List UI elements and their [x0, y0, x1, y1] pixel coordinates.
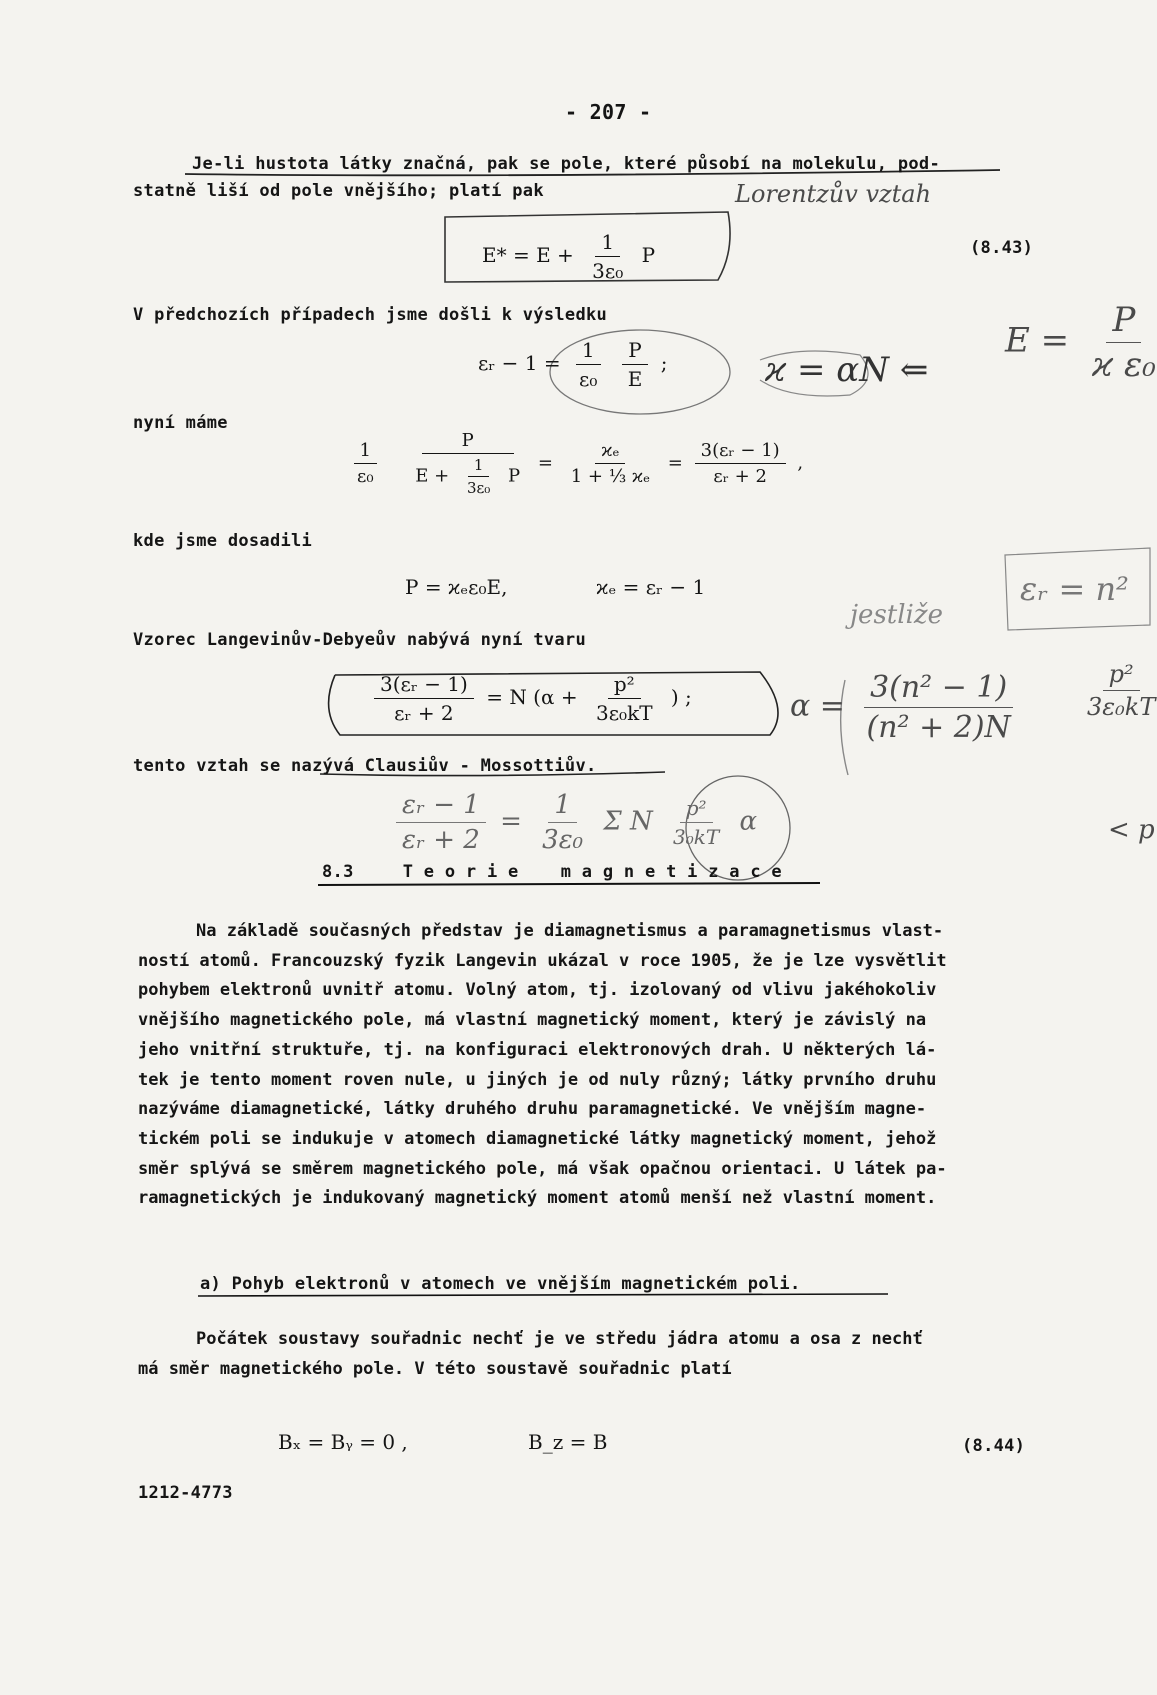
hw-alpha: α =: [790, 688, 845, 724]
handwritten-alpha-formula: [790, 670, 1023, 745]
nyni-f3-den: 1 + ⅓ ϰₑ: [570, 466, 651, 487]
section-number: 8.3: [322, 862, 354, 882]
hw-e-frac: [1086, 300, 1157, 385]
page-number: - 207 -: [565, 100, 652, 124]
equation-label-8-44: (8.44): [962, 1436, 1026, 1456]
nyni-frac-2: [409, 430, 526, 497]
paragraph1-line: Na základě současných představ je diamagnetismus a paramagnetismus vlast-: [196, 921, 944, 941]
eq843-frac-den: 3ε₀: [592, 259, 624, 283]
nyni-eq1: =: [537, 452, 553, 474]
handwritten-lorentz-note: Lorentzův vztah: [735, 180, 932, 208]
nyni-f2-num: P: [422, 430, 514, 454]
hw-cm-frac-1: [396, 790, 486, 855]
paragraph1-line: tickém poli se indukuje v atomech diamagnetické látky magnetický moment, jehož: [138, 1128, 937, 1149]
text-kde-jsme: kde jsme dosadili: [133, 531, 313, 551]
cm-num: 3(εᵣ − 1): [374, 672, 474, 699]
nyni-tail: ,: [797, 452, 804, 474]
cm-frac-2: [590, 672, 659, 725]
paragraph2-line: má směr magnetického pole. V této soustavě souřadnic platí: [138, 1358, 732, 1379]
nyni-eq2: =: [667, 452, 683, 474]
paragraph1-line: tek je tento moment roven nule, u jiných je od nuly různý; látky prvního druhu: [138, 1069, 937, 1090]
paragraph1-line: směr splývá se směrem magnetického pole, má však opačnou orientaci. U látek pa-: [138, 1158, 947, 1179]
eq-result-den1: ε₀: [578, 367, 598, 391]
footer-code: 1212-4773: [138, 1483, 233, 1503]
subsection-heading: a) Pohyb elektronů v atomech ve vnějším magnetickém poli.: [200, 1274, 801, 1294]
cm-tail: ) ;: [670, 685, 692, 709]
nyni-frac-3: [565, 440, 656, 487]
hw-p2: p²: [1103, 660, 1140, 691]
hw-cm-tail: α: [739, 806, 758, 837]
hw-e-num: P: [1106, 300, 1141, 343]
nyni-f2-den-b: P: [508, 465, 521, 487]
cm-mid: = N (α +: [486, 685, 578, 709]
nyni-frac-4: [695, 440, 786, 487]
handwritten-chi-dn: ϰ = αN ⇐: [765, 350, 929, 390]
handwritten-e-fraction: [1005, 300, 1157, 385]
hw-alpha-num: 3(n² − 1): [864, 670, 1013, 708]
handwritten-p-over-kt: [1075, 660, 1157, 721]
nyni-f2-den: [409, 454, 526, 497]
hw-pkt-frac: [1081, 660, 1157, 721]
equation-8-44-right: B_z = B: [528, 1430, 608, 1454]
hw-cm-eq: =: [500, 806, 522, 837]
hw-cm-f-den: 3ε₀: [542, 825, 584, 855]
section-heading: [322, 862, 782, 882]
hw-kt: 3ε₀kT: [1087, 693, 1156, 721]
equation-clausius-mossotti: [368, 672, 692, 725]
nyni-f1-den: ε₀: [357, 466, 374, 487]
hw-e-den: ϰ ε₀: [1091, 345, 1156, 385]
nyni-f4-num: 3(εᵣ − 1): [695, 440, 786, 464]
paragraph1-line: ností atomů. Francouzský fyzik Langevin ukázal v roce 1905, že je lze vysvětlit: [138, 950, 947, 971]
handwritten-eps-n2: εᵣ = n²: [1020, 570, 1129, 608]
paragraph1-line: nazýváme diamagnetické, látky druhého druhu paramagnetické. Ve vnějším magne-: [138, 1099, 927, 1120]
hw-cm-p-num: p²: [680, 796, 713, 823]
equation-result: [478, 338, 667, 391]
paragraph1-line: vnějšího magnetického pole, má vlastní magnetický moment, který je závislý na: [138, 1010, 927, 1031]
equation-8-44-left: Bₓ = Bᵧ = 0 ,: [278, 1430, 408, 1454]
sentence-previous-results: V předchozích případech jsme došli k výsledku: [133, 305, 608, 325]
nyni-frac-1: [351, 440, 380, 487]
eq-result-frac-1: [573, 338, 603, 391]
eq-result-num1: 1: [576, 338, 601, 365]
cm-p-den: 3ε₀kT: [595, 701, 653, 725]
eq843-frac-num: 1: [595, 230, 620, 257]
equation-nyni: [345, 430, 803, 497]
text-nyni-mame: nyní máme: [133, 413, 228, 433]
nyni-f2-den-frac-num: 1: [468, 456, 490, 477]
eq843-fraction: [586, 230, 629, 283]
hw-alpha-den: (n² + 2)N: [866, 710, 1011, 745]
equation-8-43: [482, 230, 655, 283]
eq-result-lhs: εᵣ − 1 =: [478, 351, 561, 375]
paragraph2-line: Počátek soustavy souřadnic nechť je ve středu jádra atomu a osa z nechť: [196, 1329, 923, 1349]
paragraph1-line: pohybem elektronů uvnitř atomu. Volný atom, tj. izolovaný od vlivu jakéhokoliv: [138, 980, 937, 1001]
hw-cm-den: εᵣ + 2: [402, 825, 480, 855]
eq843-rhs: P: [641, 243, 656, 267]
eq-result-frac-2: [622, 338, 649, 391]
equation-kde-left: P = ϰₑε₀E,: [405, 575, 508, 599]
cm-p-num: p²: [608, 672, 641, 699]
nyni-f1-num: 1: [354, 440, 377, 464]
eq-result-den2: E: [627, 367, 643, 391]
eq-result-num2: P: [622, 338, 647, 365]
hw-cm-frac-2: [536, 790, 589, 855]
intro-line-2: statně liší od pole vnějšího; platí pak: [133, 181, 544, 201]
section-title: T e o r i e m a g n e t i z a c e: [402, 862, 782, 882]
equation-kde-right: ϰₑ = εᵣ − 1: [596, 575, 706, 599]
nyni-f2-den-frac: [461, 456, 496, 497]
nyni-f4-den: εᵣ + 2: [713, 466, 767, 487]
hw-cm-sum: Σ N: [603, 806, 653, 837]
paragraph1-line: jeho vnitřní struktuře, tj. na konfiguraci elektronových drah. U některých lá-: [138, 1039, 937, 1060]
intro-line-1: Je-li hustota látky značná, pak se pole, které působí na molekulu, pod-: [192, 154, 940, 174]
equation-label-8-43: (8.43): [970, 238, 1034, 258]
text-vzorec: Vzorec Langevinův-Debyeův nabývá nyní tvaru: [133, 630, 586, 650]
cm-frac-1: [374, 672, 474, 725]
text-tento-vztah: tento vztah se nazývá Clausiův - Mossottiův.: [133, 756, 597, 776]
hw-cm-frac-3: [667, 796, 725, 849]
hw-alpha-frac: [860, 670, 1016, 745]
handwritten-jestlize: jestliže: [850, 600, 943, 630]
nyni-f3-num: ϰₑ: [595, 440, 625, 464]
handwritten-less-p: < p: [1108, 815, 1155, 845]
hw-cm-num: εᵣ − 1: [396, 790, 486, 823]
cm-den: εᵣ + 2: [394, 701, 454, 725]
nyni-f2-den-a: E +: [415, 465, 450, 487]
eq843-lhs: E* = E +: [482, 243, 574, 267]
paragraph1-line: ramagnetických je indukovaný magnetický moment atomů menší než vlastní moment.: [138, 1188, 937, 1209]
hw-cm-f-num: 1: [548, 790, 577, 823]
nyni-f2-den-frac-den: 3ε₀: [466, 479, 491, 497]
paragraph-coordinates: [138, 1325, 1093, 1384]
hw-e-eq: E =: [1005, 320, 1070, 361]
paragraph-magnetization: [138, 917, 1093, 1214]
hw-cm-p-den: 3₀kT: [673, 825, 720, 849]
eq-result-tail: ;: [660, 351, 668, 375]
handwritten-cm-sum: [390, 790, 757, 855]
